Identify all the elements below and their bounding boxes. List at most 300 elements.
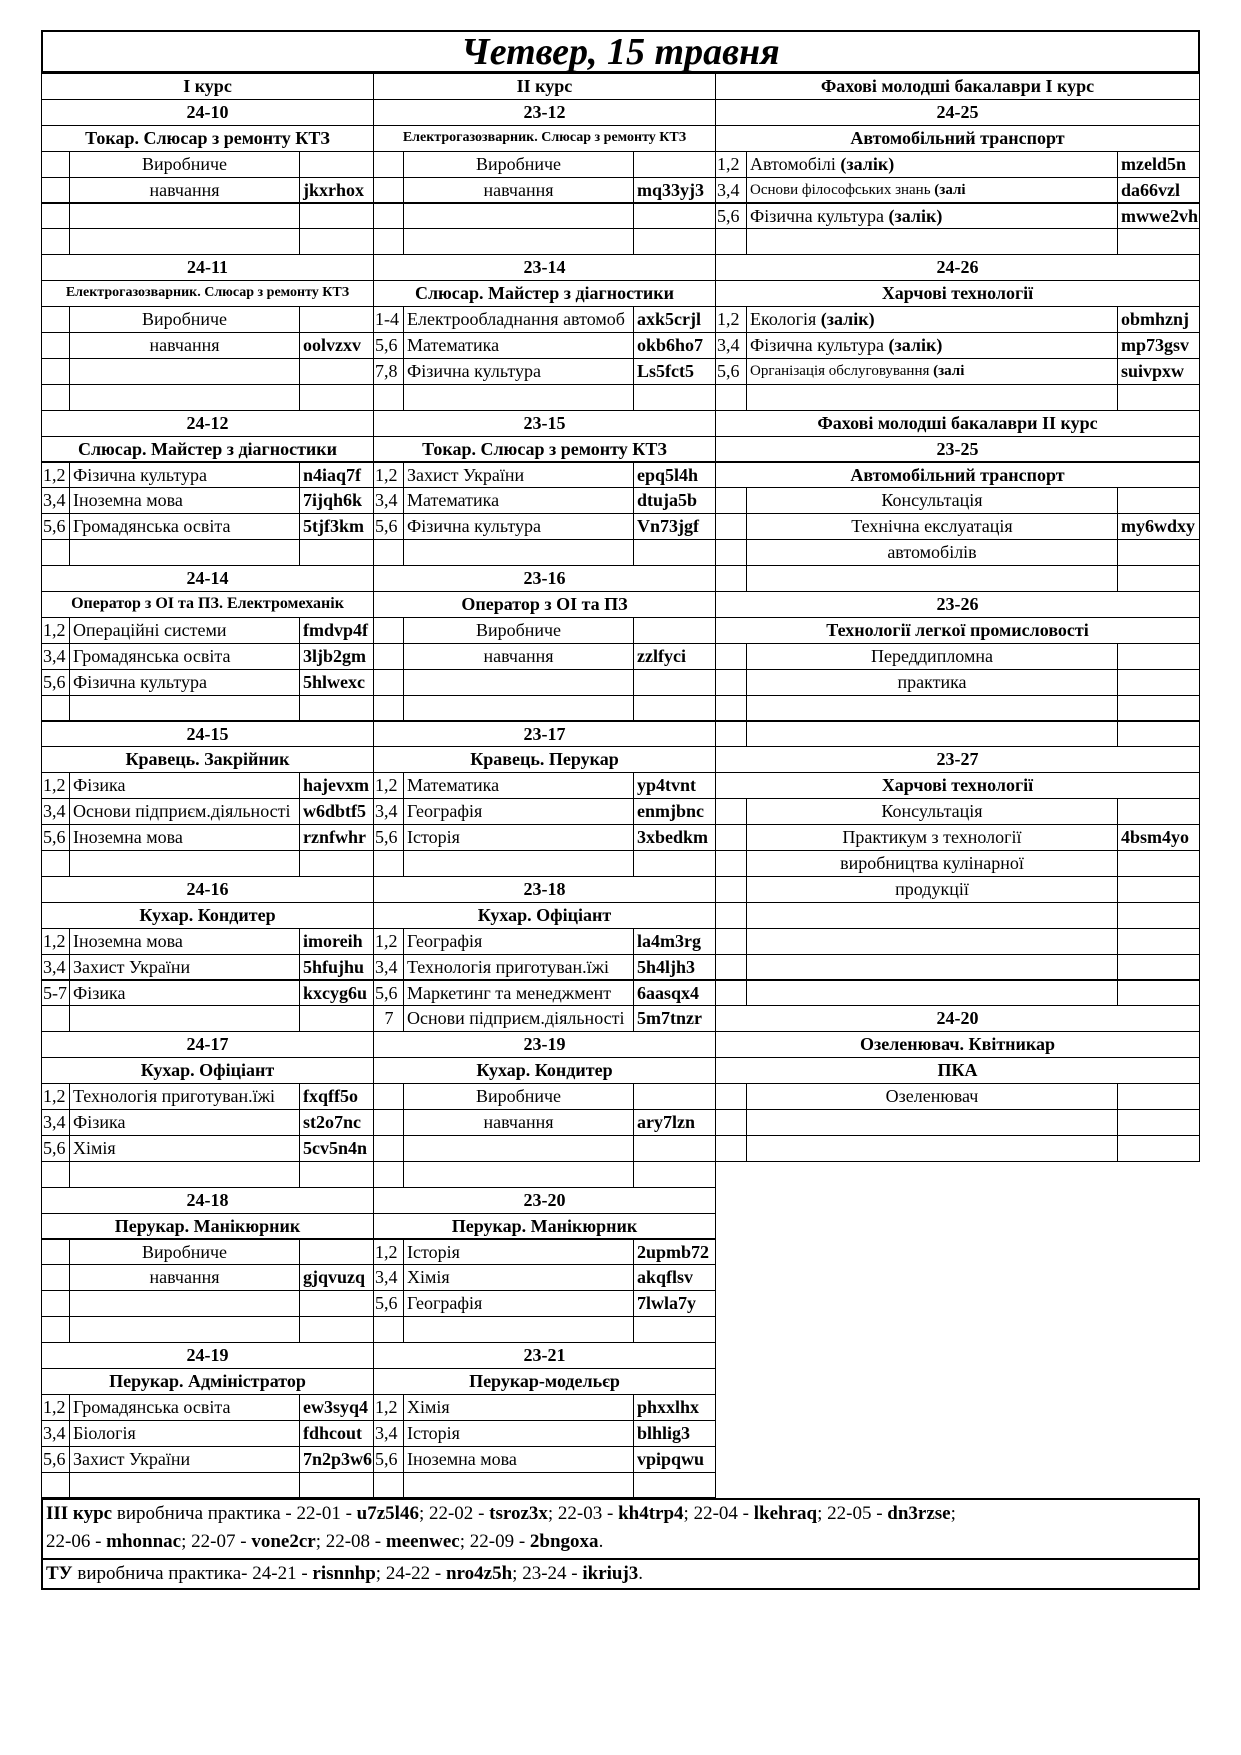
lesson-subject	[746, 902, 1118, 929]
lesson-number: 3,4	[373, 798, 404, 825]
group-header: Кухар. Офіціант	[41, 1057, 374, 1084]
meeting-code	[299, 1472, 374, 1499]
lesson-number: 3,4	[373, 1264, 404, 1291]
lesson-row	[41, 617, 374, 644]
lesson-subject: Географія	[403, 798, 634, 825]
lesson-subject	[746, 151, 1118, 178]
group-header: 24-20	[715, 1005, 1200, 1032]
lesson-row	[41, 1083, 374, 1110]
meeting-code	[1117, 902, 1200, 929]
lesson-number	[41, 1161, 70, 1188]
meeting-code	[1117, 669, 1200, 696]
lesson-row	[373, 1394, 716, 1421]
lesson-number	[715, 1109, 747, 1136]
lesson-row	[41, 1264, 374, 1291]
meeting-code[interactable]: kxcyg6u	[299, 980, 374, 1007]
lesson-number: 5,6	[41, 669, 70, 696]
meeting-code[interactable]: phxxlhx	[633, 1394, 716, 1421]
lesson-row	[715, 721, 1200, 750]
meeting-code[interactable]: suivpxw	[1117, 358, 1200, 385]
footer-lead: ІІІ курс	[46, 1502, 113, 1524]
footer-group: 23-24	[522, 1562, 567, 1584]
lesson-subject	[746, 565, 1118, 592]
group-header: Автомобільний транспорт	[715, 125, 1200, 152]
lesson-subject: Електрообладнання автомоб	[403, 306, 634, 333]
lesson-number	[373, 1109, 404, 1136]
lesson-subject: Іноземна мова	[69, 487, 300, 514]
lesson-row	[715, 980, 1200, 1009]
lesson-subject: Фізична культура	[69, 462, 300, 489]
lesson-number	[373, 539, 404, 566]
lesson-row	[373, 643, 716, 670]
footer-sep: ;	[547, 1502, 558, 1524]
footer-dash: -	[514, 1530, 530, 1552]
group-header: Слюсар. Майстер з діагностики	[41, 436, 374, 463]
lesson-row	[373, 1161, 716, 1188]
lesson-subject: Громадянська освіта	[69, 1394, 300, 1421]
meeting-code	[1117, 1135, 1200, 1162]
lesson-number: 5,6	[373, 332, 404, 359]
lesson-row	[715, 928, 1200, 957]
lesson-subject: навчання	[403, 177, 634, 204]
lesson-subject: Громадянська освіта	[69, 513, 300, 540]
lesson-number: 3,4	[41, 954, 70, 981]
lesson-number	[715, 876, 747, 903]
lesson-row	[715, 332, 1200, 361]
subject-text: Екологія	[750, 309, 821, 330]
group-header: 23-21	[373, 1342, 716, 1369]
lesson-row	[373, 1290, 716, 1317]
lesson-number: 1,2	[715, 306, 747, 333]
meeting-code[interactable]: 2upmb72	[633, 1239, 716, 1266]
lesson-row	[715, 1109, 1200, 1138]
meeting-code[interactable]: mzeld5n	[1117, 151, 1200, 178]
lesson-row	[41, 1109, 374, 1136]
footer-sep: ;	[418, 1502, 429, 1524]
lesson-subject	[746, 1109, 1118, 1136]
footer-code[interactable]: nro4z5h	[445, 1562, 513, 1584]
footer-dash: -	[473, 1502, 490, 1524]
lesson-row	[373, 772, 716, 799]
lesson-row	[41, 695, 374, 722]
subject-text: Фізична культура	[750, 205, 889, 226]
lesson-row	[373, 203, 716, 230]
lesson-number	[373, 203, 404, 230]
lesson-row	[41, 824, 374, 851]
lesson-number: 3,4	[41, 487, 70, 514]
lesson-row	[373, 306, 716, 333]
meeting-code[interactable]: 7ijqh6k	[299, 487, 374, 514]
lesson-subject	[746, 306, 1118, 333]
lesson-number	[715, 1083, 747, 1110]
meeting-code[interactable]: vpipqwu	[633, 1446, 716, 1473]
lesson-subject	[69, 695, 300, 722]
lesson-number: 5,6	[373, 980, 404, 1007]
meeting-code[interactable]: mq33yj3	[633, 177, 716, 204]
lesson-number	[41, 1239, 70, 1266]
meeting-code[interactable]: Ls5fct5	[633, 358, 716, 385]
lesson-subject	[69, 203, 300, 230]
meeting-code	[633, 1472, 716, 1499]
lesson-number	[373, 850, 404, 877]
group-header: І курс	[41, 73, 374, 100]
lesson-number: 1,2	[41, 462, 70, 489]
meeting-code	[633, 539, 716, 566]
lesson-row	[373, 462, 716, 489]
lesson-row	[715, 669, 1200, 698]
lesson-number: 3,4	[41, 798, 70, 825]
lesson-subject: Виробниче	[69, 1239, 300, 1266]
meeting-code	[1117, 876, 1200, 903]
meeting-code[interactable]: fmdvp4f	[299, 617, 374, 644]
footer-sep: ;	[315, 1530, 326, 1552]
lesson-number	[715, 954, 747, 981]
lesson-row	[41, 203, 374, 230]
meeting-code[interactable]: axk5crjl	[633, 306, 716, 333]
lesson-number	[41, 306, 70, 333]
lesson-number: 1,2	[41, 772, 70, 799]
lesson-row	[715, 824, 1200, 853]
lesson-subject	[746, 954, 1118, 981]
lesson-subject: Озеленювач	[746, 1083, 1118, 1110]
lesson-row	[715, 358, 1200, 387]
lesson-subject	[69, 384, 300, 411]
group-header: Технології легкої промисловості	[715, 617, 1200, 644]
meeting-code[interactable]: 5tjf3km	[299, 513, 374, 540]
footer-group: 22-05	[827, 1502, 872, 1524]
lesson-row	[373, 1135, 716, 1162]
footer-code[interactable]: vone2cr	[251, 1530, 316, 1552]
lesson-number: 3,4	[373, 487, 404, 514]
lesson-number	[715, 487, 747, 514]
meeting-code[interactable]: 7n2p3w6	[299, 1446, 374, 1473]
lesson-row	[41, 850, 374, 877]
lesson-subject: Географія	[403, 1290, 634, 1317]
group-header: 24-11	[41, 254, 374, 281]
lesson-subject: Консультація	[746, 487, 1118, 514]
lesson-number: 5,6	[41, 824, 70, 851]
lesson-number: 5,6	[715, 203, 747, 230]
lesson-number	[373, 669, 404, 696]
lesson-number	[41, 358, 70, 385]
footer-sep: ;	[683, 1502, 694, 1524]
exam-note: (залік)	[820, 309, 875, 330]
lesson-row	[41, 954, 374, 981]
lesson-number	[715, 695, 747, 722]
lesson-row	[715, 850, 1200, 879]
lesson-row	[373, 384, 716, 411]
lesson-number	[715, 798, 747, 825]
lesson-row	[373, 1446, 716, 1473]
lesson-number: 5,6	[41, 1446, 70, 1473]
footer-dash: -	[737, 1502, 754, 1524]
group-header: Електрогазозварник. Слюсар з ремонту КТЗ	[41, 280, 374, 307]
lesson-number	[373, 1316, 404, 1343]
lesson-subject	[746, 695, 1118, 722]
group-header: 23-25	[715, 436, 1200, 463]
footer-group: 22-04	[693, 1502, 738, 1524]
meeting-code[interactable]: my6wdxy	[1117, 513, 1200, 540]
meeting-code[interactable]: 5cv5n4n	[299, 1135, 374, 1162]
lesson-subject	[403, 1161, 634, 1188]
lesson-subject: навчання	[69, 332, 300, 359]
lesson-number	[41, 1264, 70, 1291]
lesson-subject	[403, 228, 634, 255]
lesson-row	[41, 1420, 374, 1447]
meeting-code[interactable]: ary7lzn	[633, 1109, 716, 1136]
footer-code[interactable]: 2bngoxa	[529, 1530, 599, 1552]
group-header: Токар. Слюсар з ремонту КТЗ	[41, 125, 374, 152]
footer-code[interactable]: mhonnac	[106, 1530, 182, 1552]
footer-text: виробнича практика-	[72, 1562, 253, 1584]
lesson-number	[715, 384, 747, 411]
footer-code[interactable]: ikriuj3	[582, 1562, 639, 1584]
lesson-number	[41, 1290, 70, 1317]
lesson-subject	[69, 850, 300, 877]
footer-dash: -	[296, 1562, 313, 1584]
lesson-number	[373, 617, 404, 644]
lesson-row	[715, 954, 1200, 983]
lesson-number	[715, 721, 747, 748]
group-header: Перукар. Манікюрник	[41, 1213, 374, 1240]
lesson-number: 1,2	[41, 617, 70, 644]
lesson-number: 5-7	[41, 980, 70, 1007]
meeting-code	[1117, 798, 1200, 825]
footer-dash: -	[430, 1562, 446, 1584]
lesson-row	[715, 1135, 1200, 1164]
group-header: Кравець. Закрійник	[41, 746, 374, 773]
footer-code[interactable]: kh4trp4	[618, 1502, 684, 1524]
lesson-number: 3,4	[715, 177, 747, 204]
lesson-subject: Математика	[403, 772, 634, 799]
meeting-code[interactable]: 3xbedkm	[633, 824, 716, 851]
meeting-code	[633, 1161, 716, 1188]
meeting-code	[1117, 228, 1200, 255]
meeting-code[interactable]: 4bsm4yo	[1117, 824, 1200, 851]
group-header: 24-14	[41, 565, 374, 592]
group-header: Перукар. Адміністратор	[41, 1368, 374, 1395]
group-header: Токар. Слюсар з ремонту КТЗ	[373, 436, 716, 463]
lesson-subject: Основи підприєм.діяльності	[403, 1005, 634, 1032]
meeting-code[interactable]: okb6ho7	[633, 332, 716, 359]
footer-code[interactable]: lkehraq	[753, 1502, 818, 1524]
meeting-code[interactable]: mp73gsv	[1117, 332, 1200, 359]
lesson-row	[41, 384, 374, 411]
footer-group: 24-21	[252, 1562, 297, 1584]
meeting-code	[299, 306, 374, 333]
group-header: Озеленювач. Квітникар	[715, 1031, 1200, 1058]
meeting-code[interactable]: 6aasqx4	[633, 980, 716, 1007]
meeting-code[interactable]: imoreih	[299, 928, 374, 955]
meeting-code[interactable]: rznfwhr	[299, 824, 374, 851]
lesson-row	[41, 1290, 374, 1317]
meeting-code[interactable]: dtuja5b	[633, 487, 716, 514]
lesson-row	[373, 1472, 716, 1499]
meeting-code[interactable]: Vn73jgf	[633, 513, 716, 540]
lesson-subject	[746, 332, 1118, 359]
lesson-subject: Фізична культура	[69, 669, 300, 696]
footer-group: 22-02	[428, 1502, 474, 1524]
lesson-subject	[746, 928, 1118, 955]
lesson-row	[373, 669, 716, 696]
meeting-code	[633, 1316, 716, 1343]
footer-code[interactable]: u7z5l46	[356, 1502, 419, 1524]
lesson-subject: Фізика	[69, 772, 300, 799]
footer-code[interactable]: dn3rzse	[887, 1502, 951, 1524]
lesson-subject: Виробниче	[403, 617, 634, 644]
lesson-subject	[403, 384, 634, 411]
meeting-code[interactable]: 5m7tnzr	[633, 1005, 716, 1032]
group-header: 24-10	[41, 99, 374, 126]
lesson-row	[715, 876, 1200, 905]
footer-group: 22-03	[557, 1502, 603, 1524]
subject-text: Фізична культура	[750, 335, 889, 355]
footer-lead: ТУ	[46, 1562, 73, 1584]
group-header: Перукар. Манікюрник	[373, 1213, 716, 1240]
footer-dash: -	[90, 1530, 107, 1552]
schedule-sheet	[41, 30, 1200, 1721]
lesson-number: 7,8	[373, 358, 404, 385]
lesson-row	[373, 487, 716, 514]
group-header: ПКА	[715, 1057, 1200, 1084]
lesson-row	[373, 1083, 716, 1110]
footer-dash: -	[602, 1502, 619, 1524]
lesson-subject: Консультація	[746, 798, 1118, 825]
lesson-subject: Захист України	[403, 462, 634, 489]
meeting-code[interactable]: n4iaq7f	[299, 462, 374, 489]
lesson-row	[373, 1005, 716, 1032]
meeting-code	[1117, 954, 1200, 981]
page-title: Четвер, 15 травня	[41, 30, 1200, 73]
footer-group: 22-09	[469, 1530, 515, 1552]
meeting-code	[633, 669, 716, 696]
meeting-code[interactable]: obmhznj	[1117, 306, 1200, 333]
lesson-number	[41, 695, 70, 722]
group-header: Автомобільний транспорт	[715, 462, 1200, 489]
group-header: 23-20	[373, 1187, 716, 1214]
meeting-code[interactable]: enmjbnc	[633, 798, 716, 825]
meeting-code[interactable]: da66vzl	[1117, 177, 1200, 204]
footer-code[interactable]: meenwec	[385, 1530, 460, 1552]
meeting-code[interactable]: gjqvuzq	[299, 1264, 374, 1291]
lesson-number: 1,2	[715, 151, 747, 178]
lesson-row	[41, 539, 374, 566]
meeting-code[interactable]: zzlfyci	[633, 643, 716, 670]
meeting-code[interactable]: fxqff5o	[299, 1083, 374, 1110]
meeting-code[interactable]: 5hlwexc	[299, 669, 374, 696]
lesson-subject: Переддипломна	[746, 643, 1118, 670]
meeting-code[interactable]: 7lwla7y	[633, 1290, 716, 1317]
meeting-code[interactable]: 5hfujhu	[299, 954, 374, 981]
lesson-number: 1,2	[373, 1239, 404, 1266]
lesson-subject: Географія	[403, 928, 634, 955]
meeting-code	[633, 850, 716, 877]
footer-sep: .	[598, 1530, 604, 1552]
meeting-code[interactable]: epq5l4h	[633, 462, 716, 489]
lesson-subject: Виробниче	[403, 151, 634, 178]
group-header: Фахові молодші бакалаври І курс	[715, 73, 1200, 100]
lesson-number: 1,2	[41, 1083, 70, 1110]
meeting-code	[299, 1290, 374, 1317]
lesson-number: 1,2	[373, 928, 404, 955]
lesson-row	[373, 798, 716, 825]
footer-practice-tu	[41, 1558, 1200, 1590]
lesson-subject: Іноземна мова	[69, 824, 300, 851]
meeting-code[interactable]: akqflsv	[633, 1264, 716, 1291]
lesson-subject: Іноземна мова	[403, 1446, 634, 1473]
lesson-row	[373, 332, 716, 359]
lesson-row	[715, 565, 1200, 594]
group-header: 23-14	[373, 254, 716, 281]
meeting-code[interactable]: mwwe2vh	[1117, 203, 1200, 230]
group-header: 24-16	[41, 876, 374, 903]
lesson-row	[41, 462, 374, 489]
lesson-subject: Технічна екслуатація	[746, 513, 1118, 540]
meeting-code[interactable]: yp4tvnt	[633, 772, 716, 799]
lesson-row	[715, 513, 1200, 542]
group-header: Оператор з ОІ та ПЗ. Електромеханік	[41, 591, 374, 618]
group-header: 24-26	[715, 254, 1200, 281]
lesson-number: 3,4	[41, 1109, 70, 1136]
lesson-subject: Іноземна мова	[69, 928, 300, 955]
lesson-subject: Технологія приготуван.їжі	[403, 954, 634, 981]
lesson-number	[41, 1005, 70, 1032]
footer-dash: -	[566, 1562, 583, 1584]
meeting-code[interactable]: blhlig3	[633, 1420, 716, 1447]
meeting-code[interactable]: w6dbtf5	[299, 798, 374, 825]
lesson-row	[373, 954, 716, 981]
footer-code[interactable]: risnnhp	[312, 1562, 376, 1584]
footer-dash: -	[235, 1530, 252, 1552]
meeting-code	[1117, 928, 1200, 955]
meeting-code	[1117, 643, 1200, 670]
lesson-number	[373, 228, 404, 255]
group-header: 24-15	[41, 721, 374, 748]
lesson-number	[715, 928, 747, 955]
lesson-row	[373, 513, 716, 540]
meeting-code[interactable]: st2o7nc	[299, 1109, 374, 1136]
meeting-code	[299, 228, 374, 255]
lesson-row	[41, 306, 374, 333]
group-header: 23-17	[373, 721, 716, 748]
meeting-code[interactable]: fdhcout	[299, 1420, 374, 1447]
footer-sep: ;	[181, 1530, 192, 1552]
meeting-code[interactable]: oolvzxv	[299, 332, 374, 359]
meeting-code[interactable]: hajevxm	[299, 772, 374, 799]
footer-code[interactable]: tsroz3x	[489, 1502, 548, 1524]
meeting-code[interactable]: la4m3rg	[633, 928, 716, 955]
meeting-code	[299, 1239, 374, 1266]
meeting-code[interactable]: ew3syq4	[299, 1394, 374, 1421]
lesson-row	[41, 228, 374, 255]
lesson-subject: Захист України	[69, 954, 300, 981]
meeting-code[interactable]: 5h4ljh3	[633, 954, 716, 981]
meeting-code[interactable]: jkxrhox	[299, 177, 374, 204]
group-header: 23-12	[373, 99, 716, 126]
lesson-subject: Операційні системи	[69, 617, 300, 644]
lesson-number: 5,6	[373, 1290, 404, 1317]
meeting-code	[1117, 721, 1200, 748]
lesson-row	[41, 151, 374, 178]
lesson-row	[41, 332, 374, 359]
group-header: Фахові молодші бакалаври ІІ курс	[715, 410, 1200, 437]
lesson-number	[41, 539, 70, 566]
lesson-subject	[69, 358, 300, 385]
meeting-code[interactable]: 3ljb2gm	[299, 643, 374, 670]
lesson-subject	[403, 203, 634, 230]
lesson-subject: Основи підприєм.діяльності	[69, 798, 300, 825]
group-header: Кухар. Кондитер	[41, 902, 374, 929]
